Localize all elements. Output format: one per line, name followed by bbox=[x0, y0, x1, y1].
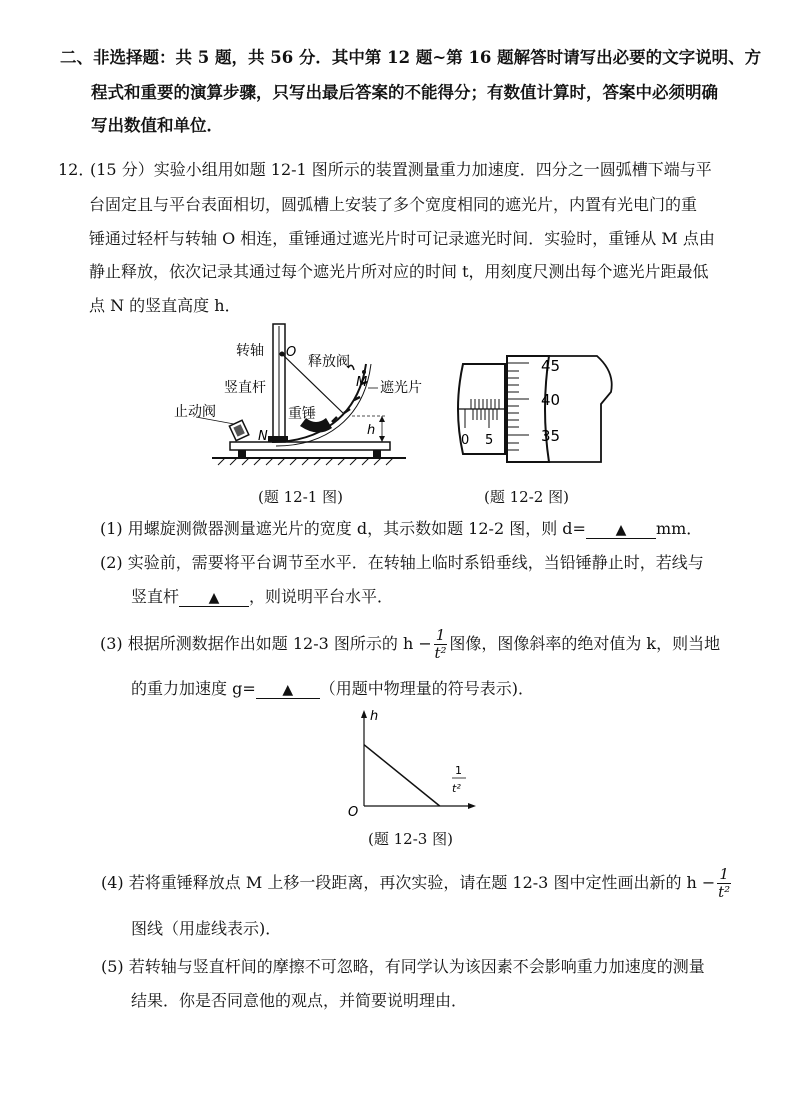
question-stem-line1: (15 分）实验小组用如题 12-1 图所示的装置测量重力加速度．四分之一圆弧槽下端与平 bbox=[90, 160, 712, 179]
sub2-label: (2) bbox=[100, 553, 123, 572]
sub2-line1 bbox=[100, 553, 704, 573]
sub2-text-b: ，则说明平台水平． bbox=[249, 587, 394, 606]
sub5-label: (5) bbox=[101, 957, 124, 976]
sub1-answer-blank[interactable]: ▲ bbox=[586, 522, 656, 539]
question-stem-line5: 点 N 的竖直高度 h． bbox=[89, 296, 241, 315]
sub1-unit: mm． bbox=[655, 519, 703, 538]
label-pivot: 转轴 bbox=[236, 343, 264, 359]
platform bbox=[230, 442, 390, 450]
question-stem-line4: 静止释放，依次记录其通过每个遮光片所对应的时间 t，用刻度尺测出每个遮光片距最低 bbox=[89, 262, 709, 281]
label-stop-valve: 止动阀 bbox=[174, 404, 216, 420]
figure-12-1-apparatus bbox=[168, 318, 436, 468]
sub1-line bbox=[100, 519, 702, 539]
question-number: 12． bbox=[58, 160, 95, 179]
graph-origin: O bbox=[348, 805, 359, 818]
sub4-line1 bbox=[101, 863, 733, 903]
sub5-text: 若转轴与竖直杆间的摩擦不可忽略，有同学认为该因素不会影响重力加速度的测量 bbox=[128, 957, 705, 976]
sub1-text: 用螺旋测微器测量遮光片的宽度 d，其示数如题 12-2 图，则 d= bbox=[127, 519, 586, 538]
thimble-45: 45 bbox=[541, 357, 561, 375]
figure-12-2-caption: (题 12-2 图) bbox=[484, 488, 569, 506]
label-hammer: 重锤 bbox=[288, 406, 316, 422]
sub4-frac-num: 1 bbox=[719, 865, 729, 883]
sub3-line2-b: （用题中物理量的符号表示)． bbox=[319, 679, 534, 698]
sub4-fraction bbox=[717, 866, 731, 901]
label-h: h bbox=[367, 423, 376, 438]
thimble-35: 35 bbox=[541, 427, 561, 445]
sub3-fraction bbox=[434, 627, 448, 662]
question-stem-line2: 台固定且与平台表面相切，圆弧槽上安装了多个宽度相同的遮光片，内置有光电门的重 bbox=[89, 195, 698, 214]
figure-12-1-caption: (题 12-1 图) bbox=[258, 488, 343, 506]
sub2-text-a: 竖直杆 bbox=[131, 587, 180, 606]
label-shutter: 遮光片 bbox=[380, 380, 422, 396]
sub3-frac-den: t² bbox=[434, 644, 447, 662]
sub3-line2 bbox=[131, 679, 534, 699]
main-scale-5: 5 bbox=[485, 433, 494, 448]
label-pole: 竖直杆 bbox=[224, 380, 266, 396]
sub2-answer-blank[interactable]: ▲ bbox=[179, 590, 249, 607]
sub3-line2-a: 的重力加速度 g= bbox=[131, 679, 256, 698]
x-axis-arrow bbox=[468, 803, 476, 809]
figure-12-2-micrometer bbox=[437, 352, 615, 466]
y-axis-arrow bbox=[361, 710, 367, 718]
sub3-line1 bbox=[100, 624, 720, 664]
stop-valve-icon bbox=[229, 420, 248, 440]
graph-x-num: 1 bbox=[455, 764, 462, 777]
sub3-answer-blank[interactable]: ▲ bbox=[256, 682, 320, 699]
sub3-label: (3) bbox=[100, 634, 123, 653]
question-stem-line3: 锤通过轻杆与转轴 O 相连，重锤通过遮光片时可记录遮光时间．实验时，重锤从 M 点由 bbox=[89, 229, 715, 248]
sub5-line2: 结果．你是否同意他的观点，并简要说明理由． bbox=[131, 991, 468, 1010]
label-m: M bbox=[356, 375, 368, 390]
graph-x-den: t² bbox=[452, 782, 461, 795]
graph-y-label: h bbox=[370, 709, 379, 724]
label-o: O bbox=[286, 345, 297, 360]
section-heading-line2: 程式和重要的演算步骤，只写出最后答案的不能得分；有数值计算时，答案中必须明确 bbox=[91, 83, 718, 102]
sub2-text: 实验前，需要将平台调节至水平．在转轴上临时系铅垂线，当铅锤静止时，若线与 bbox=[127, 553, 704, 572]
sub5-line1 bbox=[101, 957, 705, 977]
sub3-frac-num: 1 bbox=[435, 626, 446, 644]
sub3-text-a: 根据所测数据作出如题 12-3 图所示的 h − bbox=[127, 634, 432, 653]
figure-12-3-caption: (题 12-3 图) bbox=[368, 830, 453, 848]
sub4-frac-den: t² bbox=[718, 883, 731, 901]
sub4-line2: 图线（用虚线表示)． bbox=[131, 919, 282, 938]
sub2-line2 bbox=[131, 587, 393, 607]
sub3-text-b: 图像，图像斜率的绝对值为 k，则当地 bbox=[449, 634, 721, 653]
main-scale-0: 0 bbox=[461, 433, 470, 448]
sub1-label: (1) bbox=[100, 519, 123, 538]
h-vs-inverse-t2-line bbox=[364, 745, 440, 806]
section-heading-line3: 写出数值和单位． bbox=[91, 116, 223, 135]
sub4-text-a: 若将重锤释放点 M 上移一段距离，再次实验，请在题 12-3 图中定性画出新的 h − bbox=[128, 873, 716, 892]
section-heading: 二、非选择题：共 5 题，共 56 分．其中第 12 题~第 16 题解答时请写出必要的文字说明、方 bbox=[60, 48, 762, 67]
thimble-40: 40 bbox=[541, 391, 561, 409]
figure-12-3-graph bbox=[332, 706, 482, 818]
label-release-valve: 释放阀 bbox=[308, 354, 350, 370]
label-n: N bbox=[258, 429, 268, 444]
sub4-label: (4) bbox=[101, 873, 124, 892]
